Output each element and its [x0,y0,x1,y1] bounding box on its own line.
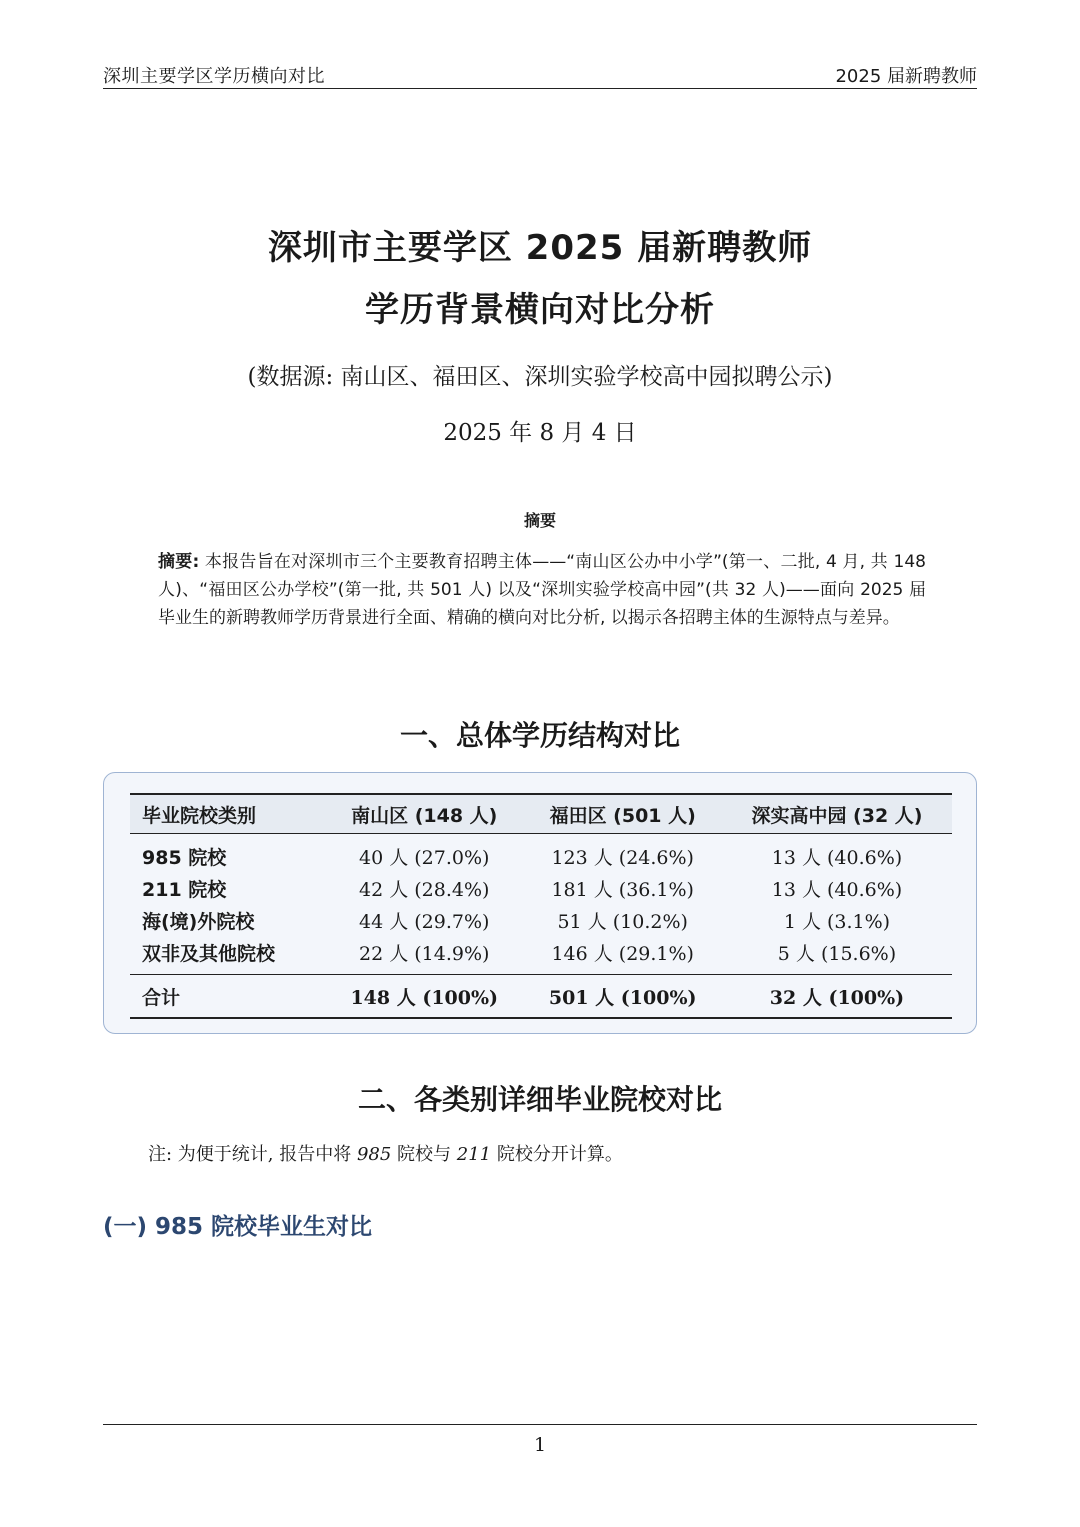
summary-table-box [103,772,977,1034]
cell: 5 人 (15.6%) [777,942,897,965]
footer-rule [103,1424,977,1425]
cell: 1 人 (3.1%) [783,910,891,933]
cell: 51 人 (10.2%) [557,910,688,933]
header-right: 2025 届新聘教师 [835,66,977,87]
col-header-nanshan: 南山区 (148 人) [325,794,523,834]
total-label: 合计 [130,975,325,1019]
title-line-1: 深圳市主要学区 2025 届新聘教师 [267,228,813,268]
total-cell: 501 人 (100%) [523,975,721,1019]
table-row [130,936,952,975]
cell: 13 人 (40.6%) [771,878,903,901]
row-label: 985 院校 [142,846,227,869]
table-row [130,904,952,936]
col-header-futian: 福田区 (501 人) [523,794,721,834]
section-1-heading: 一、总体学历结构对比 [399,719,680,752]
total-cell: 32 人 (100%) [722,975,952,1019]
table-header-row [130,794,952,834]
note [148,1140,623,1166]
row-label: 海(境)外院校 [142,910,255,933]
cell: 146 人 (29.1%) [551,942,694,965]
note-mid-2: 院校分开计算。 [491,1144,623,1165]
note-mid-1: 院校与 [391,1144,457,1165]
note-prefix: 注: 为便于统计, 报告中将 [148,1144,357,1165]
cell: 42 人 (28.4%) [359,878,490,901]
table-row [130,872,952,904]
col-header-shenshi: 深实高中园 (32 人) [722,794,952,834]
cell: 44 人 (29.7%) [359,910,490,933]
page-number: 1 [533,1434,547,1456]
abstract-heading: 摘要 [523,511,556,530]
abstract-text: 本报告旨在对深圳市三个主要教育招聘主体——“南山区公办中小学”(第一、二批, 4 月, 共 148 人)、“福田区公办学校”(第一批, 共 501 人) 以及“深圳实验学校高中园”(共 32 人)——面向 2025 届毕业生的新聘教师学历背景进行全面、精确的横向对比分析, 以揭示各招聘主体的生源特点与差异。 [158,552,926,628]
table-row [130,834,952,873]
note-211: 211 [456,1144,492,1165]
cell: 22 人 (14.9%) [359,942,490,965]
header-left: 深圳主要学区学历横向对比 [103,66,325,87]
report-date: 2025 年 8 月 4 日 [443,420,637,446]
abstract-body [158,548,926,632]
cell: 123 人 (24.6%) [551,846,694,869]
total-cell: 148 人 (100%) [325,975,523,1019]
cell: 181 人 (36.1%) [551,878,694,901]
subsection-heading: (一) 985 院校毕业生对比 [103,1214,373,1240]
cell: 13 人 (40.6%) [771,846,903,869]
col-header-category: 毕业院校类别 [130,794,325,834]
table-total-row [130,975,952,1019]
section-2-heading: 二、各类别详细毕业院校对比 [357,1083,722,1116]
note-985: 985 [356,1144,392,1165]
row-label: 双非及其他院校 [142,942,276,965]
data-source: (数据源: 南山区、福田区、深圳实验学校高中园拟聘公示) [247,364,833,390]
cell: 40 人 (27.0%) [359,846,490,869]
summary-table [130,793,952,1019]
title-line-2: 学历背景横向对比分析 [365,290,715,330]
running-header [103,58,977,89]
abstract-label: 摘要: [158,552,200,572]
row-label: 211 院校 [142,878,227,901]
